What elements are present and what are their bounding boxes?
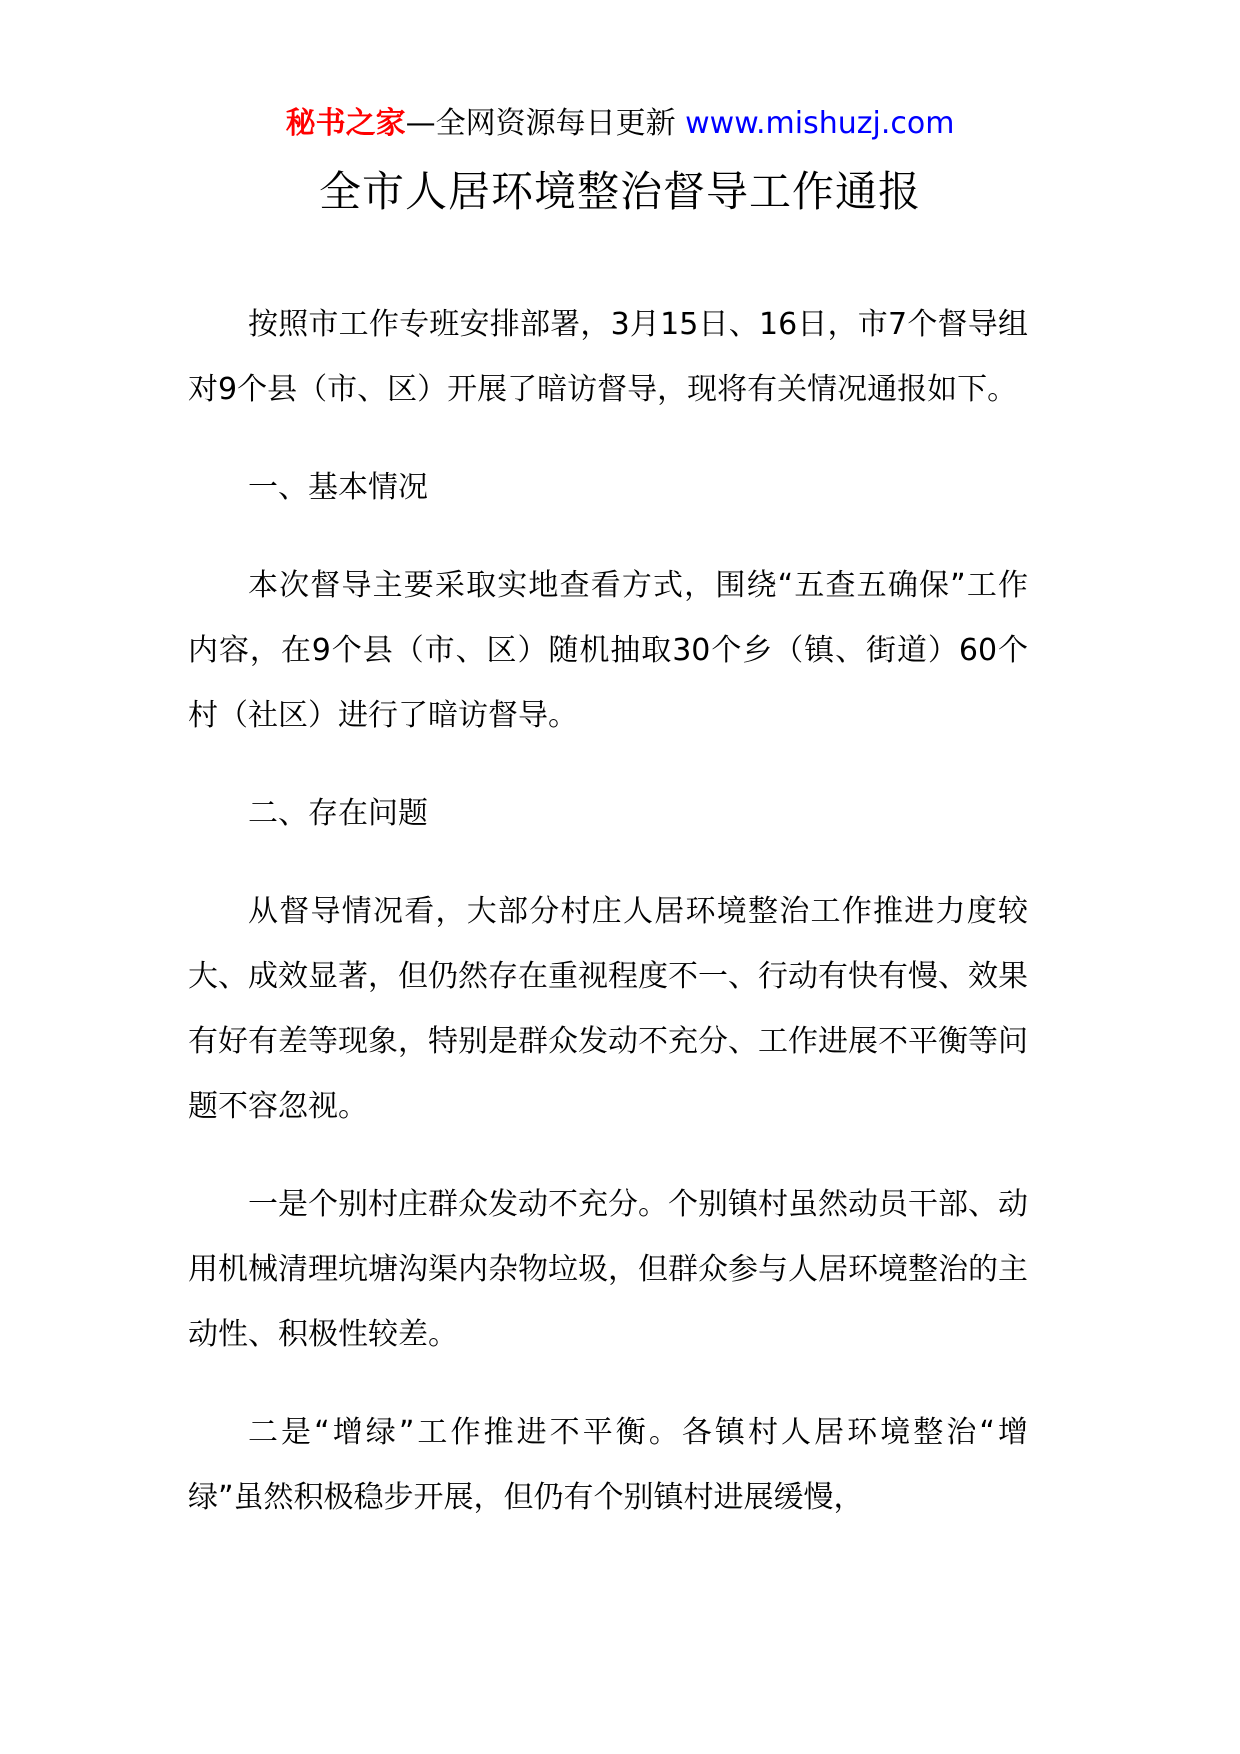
basic-situation-paragraph: 本次督导主要采取实地查看方式，围绕“五查五确保”工作内容，在9个县（市、区）随机抽取30个乡（镇、街道）60个村（社区）进行了暗访督导。 xyxy=(188,568,1028,733)
problems-overview-paragraph: 从督导情况看，大部分村庄人居环境整治工作推进力度较大、成效显著，但仍然存在重视程度不一、行动有快有慢、效果有好有差等现象，特别是群众发动不充分、工作进展不平衡等问题不容忽视。 xyxy=(188,894,1028,1124)
section-heading-basic-situation: 一、基本情况 xyxy=(248,470,428,505)
document-title: 全市人居环境整治督导工作通报 xyxy=(318,167,921,216)
problem-two-paragraph: 二是“增绿”工作推进不平衡。各镇村人居环境整治“增绿”虽然积极稳步开展，但仍有个别镇村进展缓慢， xyxy=(188,1415,1028,1515)
document-body xyxy=(188,292,1028,1563)
brand-name: 秘书之家 xyxy=(285,106,406,141)
site-url-link[interactable]: www.mishuzj.com xyxy=(685,106,955,141)
intro-paragraph: 按照市工作专班安排部署，3月15日、16日，市7个督导组对9个县（市、区）开展了暗访督导，现将有关情况通报如下。 xyxy=(188,307,1028,407)
site-header xyxy=(0,104,1240,144)
section-heading-existing-problems: 二、存在问题 xyxy=(248,796,428,831)
header-tagline: —全网资源每日更新 xyxy=(405,106,686,141)
problem-one-paragraph: 一是个别村庄群众发动不充分。个别镇村虽然动员干部、动用机械清理坑塘沟渠内杂物垃圾，但群众参与人居环境整治的主动性、积极性较差。 xyxy=(188,1187,1028,1352)
